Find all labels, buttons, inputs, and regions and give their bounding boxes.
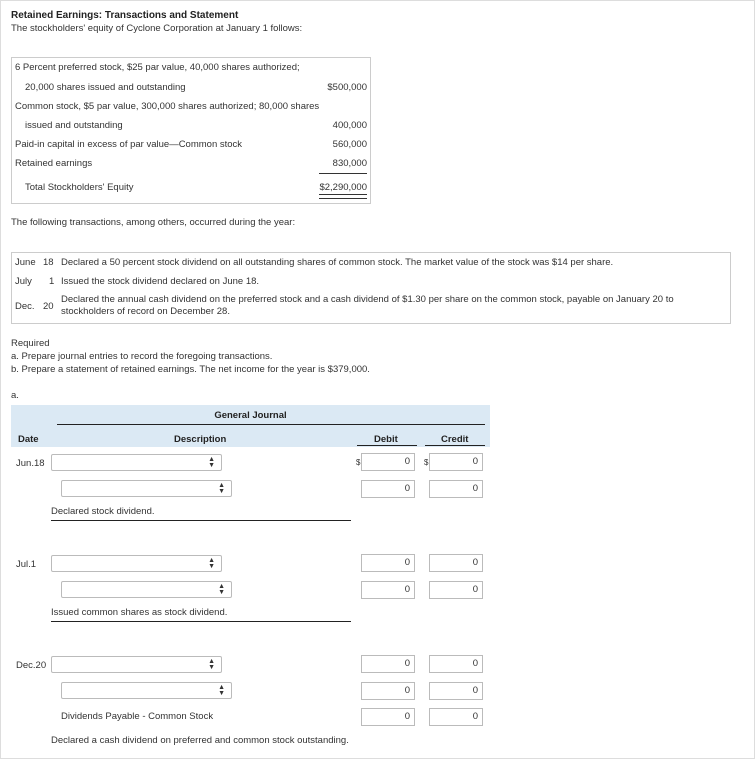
common-line2: issued and outstanding xyxy=(25,120,123,131)
common-line1: Common stock, $5 par value, 300,000 shares authorized; 80,000 shares xyxy=(15,101,320,112)
col-description: Description xyxy=(174,434,227,445)
equity-row-paid-in xyxy=(12,139,370,153)
credit-input[interactable]: 0 xyxy=(429,655,483,673)
select-arrows-icon: ▲ ▼ xyxy=(218,482,225,495)
credit-input[interactable]: 0 xyxy=(429,708,483,726)
select-arrows-icon: ▲ ▼ xyxy=(208,557,215,570)
account-select[interactable] xyxy=(51,555,222,572)
select-arrows-icon: ▲ ▼ xyxy=(208,658,215,671)
retained-amount: 830,000 xyxy=(332,158,367,169)
entry-note: Declared stock dividend. xyxy=(51,506,155,517)
equity-row-common-2 xyxy=(12,120,370,134)
dollar-sign: $ xyxy=(424,458,429,467)
account-select[interactable] xyxy=(61,682,232,699)
journal-header xyxy=(11,405,490,447)
total-label: Total Stockholders' Equity xyxy=(25,182,134,193)
journal-title: General Journal xyxy=(214,410,287,421)
problem-intro: The stockholders' equity of Cyclone Corporation at January 1 follows: xyxy=(11,23,303,34)
tx-day: 20 xyxy=(43,301,54,312)
required-heading: Required xyxy=(11,338,50,349)
subtotal-rule xyxy=(319,173,367,174)
debit-input[interactable]: 0 xyxy=(361,453,415,471)
tx-text: Issued the stock dividend declared on June 18. xyxy=(61,276,260,287)
tx-text: Declared the annual cash dividend on the preferred stock and a cash dividend of $1.30 per share on the common stock, payable on January 20 to stockholders of record on December 28. xyxy=(61,294,674,317)
transactions-intro: The following transactions, among others, occurred during the year: xyxy=(11,217,296,228)
credit-input[interactable]: 0 xyxy=(429,554,483,572)
select-arrows-icon: ▲ ▼ xyxy=(218,583,225,596)
tx-month: June xyxy=(15,257,36,268)
journal-title-rule xyxy=(57,424,485,425)
credit-input[interactable]: 0 xyxy=(429,581,483,599)
equity-row-preferred-2 xyxy=(12,82,370,96)
equity-row-common xyxy=(12,101,370,115)
required-section xyxy=(11,337,370,376)
credit-rule xyxy=(425,445,485,446)
equity-row-retained xyxy=(12,158,370,172)
transactions-box xyxy=(11,252,731,324)
account-static: Dividends Payable - Common Stock xyxy=(61,711,214,722)
account-select[interactable] xyxy=(61,581,232,598)
account-select[interactable] xyxy=(61,480,232,497)
entry-note: Issued common shares as stock dividend. xyxy=(51,607,228,618)
tx-month: July xyxy=(15,276,32,287)
part-label: a. xyxy=(11,390,19,401)
debit-rule xyxy=(357,445,417,446)
col-credit: Credit xyxy=(441,434,469,445)
pref-amount: $500,000 xyxy=(327,82,367,93)
equity-row-preferred xyxy=(12,62,370,76)
pref-line2: 20,000 shares issued and outstanding xyxy=(25,82,186,93)
tx-month: Dec. xyxy=(15,301,35,312)
problem-title: Retained Earnings: Transactions and Statement xyxy=(11,10,239,21)
account-select[interactable] xyxy=(51,656,222,673)
debit-input[interactable]: 0 xyxy=(361,554,415,572)
debit-input[interactable]: 0 xyxy=(361,708,415,726)
entry-date: Jul.1 xyxy=(16,559,37,570)
entry-rule xyxy=(51,621,351,622)
entry-date: Jun.18 xyxy=(16,458,45,469)
retained-label: Retained earnings xyxy=(15,158,93,169)
entry-rule xyxy=(51,520,351,521)
common-amount: 400,000 xyxy=(332,120,367,131)
entry-note: Declared a cash dividend on preferred and common stock outstanding. xyxy=(51,735,349,746)
account-select[interactable] xyxy=(51,454,222,471)
debit-input[interactable]: 0 xyxy=(361,655,415,673)
select-arrows-icon: ▲ ▼ xyxy=(218,684,225,697)
required-b: b. Prepare a statement of retained earnings. The net income for the year is $379,000. xyxy=(11,364,370,375)
col-debit: Debit xyxy=(374,434,398,445)
col-date: Date xyxy=(18,434,39,445)
credit-input[interactable]: 0 xyxy=(429,453,483,471)
debit-input[interactable]: 0 xyxy=(361,581,415,599)
paid-in-label: Paid-in capital in excess of par value—Common stock xyxy=(15,139,243,150)
dollar-sign: $ xyxy=(356,458,361,467)
equity-table xyxy=(11,57,371,204)
paid-in-amount: 560,000 xyxy=(332,139,367,150)
debit-input[interactable]: 0 xyxy=(361,480,415,498)
total-amount: $2,290,000 xyxy=(319,182,367,193)
pref-line1: 6 Percent preferred stock, $25 par value, 40,000 shares authorized; xyxy=(15,62,300,73)
tx-day: 18 xyxy=(43,257,54,268)
equity-row-total xyxy=(12,182,370,196)
credit-input[interactable]: 0 xyxy=(429,480,483,498)
credit-input[interactable]: 0 xyxy=(429,682,483,700)
entry-date: Dec.20 xyxy=(16,660,47,671)
tx-text: Declared a 50 percent stock dividend on all outstanding shares of common stock. The market value of the stock was $14 per share. xyxy=(61,257,614,268)
debit-input[interactable]: 0 xyxy=(361,682,415,700)
required-a: a. Prepare journal entries to record the foregoing transactions. xyxy=(11,351,273,362)
tx-day: 1 xyxy=(49,276,55,287)
total-double-rule xyxy=(319,194,367,199)
select-arrows-icon: ▲ ▼ xyxy=(208,456,215,469)
